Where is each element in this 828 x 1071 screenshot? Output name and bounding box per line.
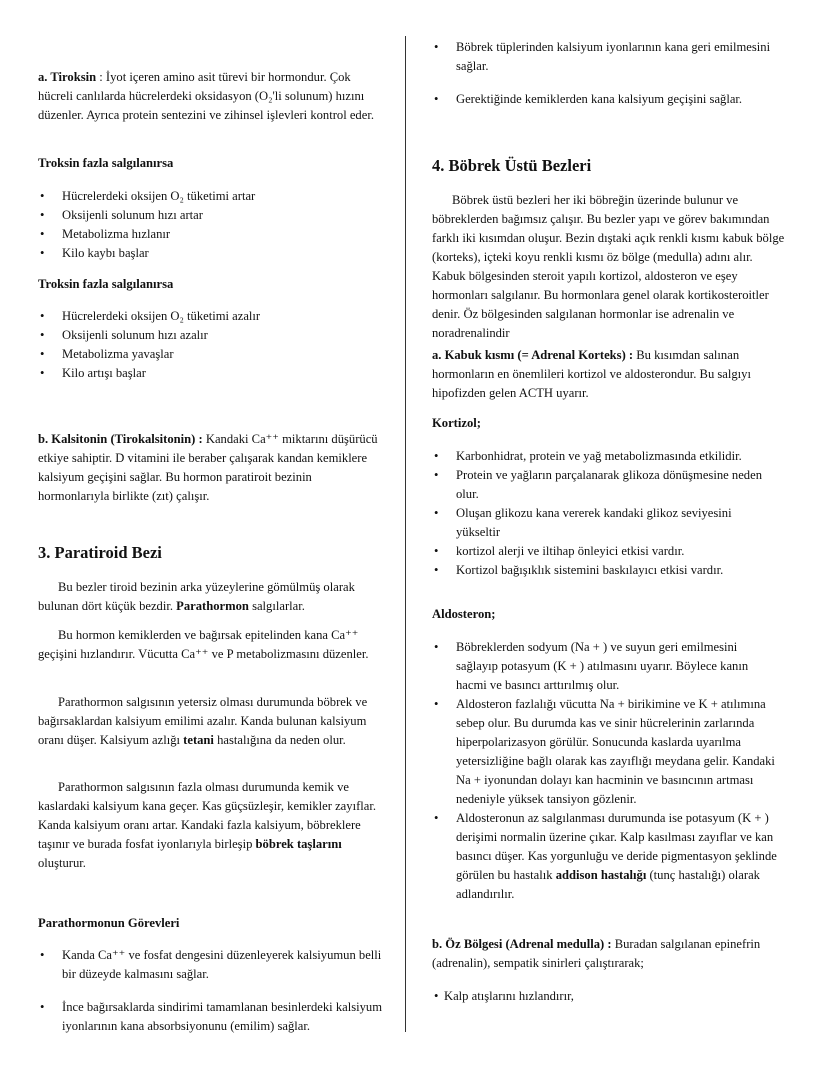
paratiroid-p1 bbox=[38, 578, 386, 616]
text: Parathormon salgısının yetersiz olması durumunda böbrek ve bağırsaklardan kalsiyum emilimi azalır. Kanda bulunan kalsiyum oranı düşer. Kalsiyum azlığı bbox=[38, 695, 368, 747]
list-item: • kortizol alerji ve iltihap önleyici etkisi vardır. bbox=[432, 542, 762, 561]
text: Bu bezler tiroid bezinin arka yüzeylerine gömülmüş olarak bulunan dört küçük bezdir. bbox=[38, 580, 355, 613]
paratiroid-p4 bbox=[38, 778, 386, 873]
list-item: • Metabolizma hızlanır bbox=[38, 225, 386, 244]
text: Aldosteronun az salgılanması durumunda ise potasyum (K + ) derişimi normalin üzerine çıkar. Kalp kasılması zayıflar ve kan basıncı düşer. Kas yorgunluğu ve deride pigmentasyon şeklinde görülen bu hastalık bbox=[456, 811, 777, 882]
oz-list bbox=[432, 987, 788, 1006]
list-item: • Kalp atışlarını hızlandırır, bbox=[432, 987, 788, 1006]
column-divider bbox=[405, 36, 406, 1032]
list-item: • Protein ve yağların parçalanarak glikoza dönüşmesine neden olur. bbox=[432, 466, 762, 504]
list-item: • Hücrelerdeki oksijen O₂ tüketimi azalır bbox=[38, 307, 386, 326]
kortizol-heading: Kortizol; bbox=[432, 416, 481, 430]
calcium-list bbox=[432, 38, 788, 123]
list-item: • Oksijenli solunum hızı artar bbox=[38, 206, 386, 225]
tiroksin-paragraph bbox=[38, 68, 386, 125]
text: Bu kısımdan salınan hormonların en önemlileri kortizol ve aldosterondur. Bu salgıyı hipofizden gelen ACTH uyarır. bbox=[432, 348, 751, 400]
text: : İyot içeren amino asit türevi bir hormondur. Çok hücreli canlılarda hücrelerdeki oksidasyon (O₂'li solunum) hızını düzenler. Ayrıca protein sentezini ve zihinsel işlevleri kontrol eder. bbox=[38, 70, 374, 122]
text: hastalığına da neden olur. bbox=[213, 733, 346, 747]
paratiroid-p3 bbox=[38, 693, 386, 750]
list-item: • Böbrek tüplerinden kalsiyum iyonlarının kana geri emilmesini sağlar. bbox=[432, 38, 788, 76]
kabuk-paragraph bbox=[432, 346, 788, 403]
paratiroid-title: 3. Paratiroid Bezi bbox=[38, 543, 162, 562]
az-heading: Troksin fazla salgılanırsa bbox=[38, 277, 174, 291]
list-item: • Oluşan glikozu kana vererek kandaki glikoz seviyesini yükseltir bbox=[432, 504, 762, 542]
gorevler-list bbox=[38, 946, 386, 1050]
kalsitonin-paragraph bbox=[38, 430, 386, 506]
text: Parathormon salgısının fazla olması durumunda kemik ve kaslardaki kalsiyum kana geçer. Kas güçsüzleşir, kemikler zayıflar. Kanda kalsiyum oranı artar. Kandaki fazla kalsiyum, böbreklere taşınır ve burada fosfat iyonlarıyla birleşip bbox=[38, 780, 377, 851]
term: addison hastalığı bbox=[555, 868, 647, 882]
list-item: • Kortizol bağışıklık sistemini baskılayıcı etkisi vardır. bbox=[432, 561, 762, 580]
text: Buradan salgılanan epinefrin (adrenalin), sempatik sinirleri çalıştırarak; bbox=[432, 937, 761, 970]
aldosteron-list bbox=[432, 638, 777, 904]
list-item: • Böbreklerden sodyum (Na + ) ve suyun geri emilmesini sağlayıp potasyum (K + ) atılmasını uyarır. Böylece kanın hacmi ve basıncı arttırılmış olur. bbox=[432, 638, 777, 695]
term: a. Kabuk kısmı (= Adrenal Korteks) : bbox=[432, 348, 634, 362]
list-item: • Kanda Ca⁺⁺ ve fosfat dengesini düzenleyerek kalsiyumun belli bir düzeyde kalmasını sağlar. bbox=[38, 946, 386, 984]
term: b. Öz Bölgesi (Adrenal medulla) : bbox=[432, 937, 612, 951]
list-item: • Gerektiğinde kemiklerden kana kalsiyum geçişini sağlar. bbox=[432, 90, 788, 109]
gorevler-heading: Parathormonun Görevleri bbox=[38, 916, 180, 930]
list-item: • Aldosteron fazlalığı vücutta Na + birikimine ve K + atılımına sebep olur. Bu durumda kas ve sinir hücrelerinin zarlarında hiperpolarizasyon görülür. Sonucunda kaslarda uyarılma yetersizliğine bağlı olarak kas zayıflığı meydana gelir. Kandaki Na + iyonundan dolayı kan hacminin ve basıncının artması nedeniyle yüksek tansiyon gözlenir. bbox=[432, 695, 777, 809]
az-list bbox=[38, 307, 386, 383]
list-item: • Oksijenli solunum hızı azalır bbox=[38, 326, 386, 345]
fazla-heading: Troksin fazla salgılanırsa bbox=[38, 156, 174, 170]
list-item: • Hücrelerdeki oksijen O₂ tüketimi artar bbox=[38, 187, 386, 206]
text: Kandaki Ca⁺⁺ miktarını düşürücü etkiye sahiptir. D vitamini ile beraber çalışarak kandan kemiklere kalsiyum geçişini sağlar. Bu hormon paratiroit bezinin hormonlarıyla birlikte (zıt) çalışır. bbox=[38, 432, 378, 503]
list-item bbox=[432, 809, 777, 904]
list-item: • Kilo kaybı başlar bbox=[38, 244, 386, 263]
list-item: • İnce bağırsaklarda sindirimi tamamlanan besinlerdeki kalsiyum iyonlarının kana absorbsiyonunu (emilim) sağlar. bbox=[38, 998, 386, 1036]
term: a. Tiroksin bbox=[38, 70, 97, 84]
text: oluşturur. bbox=[38, 856, 86, 870]
fazla-list bbox=[38, 187, 386, 263]
term: tetani bbox=[183, 733, 214, 747]
bobrek-title: 4. Böbrek Üstü Bezleri bbox=[432, 156, 592, 175]
term: b. Kalsitonin (Tirokalsitonin) : bbox=[38, 432, 203, 446]
list-item: • Kilo artışı başlar bbox=[38, 364, 386, 383]
aldosteron-heading: Aldosteron; bbox=[432, 607, 496, 621]
bobrek-paragraph: Böbrek üstü bezleri her iki böbreğin üzerinde bulunur ve böbreklerden bağımsız çalışır. Bu bezler yapı ve görev bakımından farklı iki kısımdan oluşur. Bezin dıştaki açık renkli kısmı kabuk bölge (korteks), içteki koyu renkli kısmı öz bölge (medulla) adını alır. Kabuk bölgesinden steroit yapılı kortizol, aldosteron ve eşey hormonları salgılanır. Bu hormonlara genel olarak kortikosteroitler denir. Öz bölgesinden salgılanan hormonlar ise adrenalin ve noradrenalindir bbox=[432, 193, 785, 340]
list-item: • Karbonhidrat, protein ve yağ metabolizmasında etkilidir. bbox=[432, 447, 762, 466]
paratiroid-p2: Bu hormon kemiklerden ve bağırsak epitelinden kana Ca⁺⁺ geçişini hızlandırır. Vücutta Ca⁺⁺ ve P metabolizmasını düzenler. bbox=[38, 628, 369, 661]
text: salgılarlar. bbox=[248, 599, 305, 613]
oz-paragraph bbox=[432, 935, 788, 973]
term: böbrek taşlarını bbox=[255, 837, 342, 851]
kortizol-list bbox=[432, 447, 762, 580]
term: Parathormon bbox=[176, 599, 249, 613]
text: (tunç hastalığı) olarak adlandırılır. bbox=[456, 868, 760, 901]
list-item: • Metabolizma yavaşlar bbox=[38, 345, 386, 364]
